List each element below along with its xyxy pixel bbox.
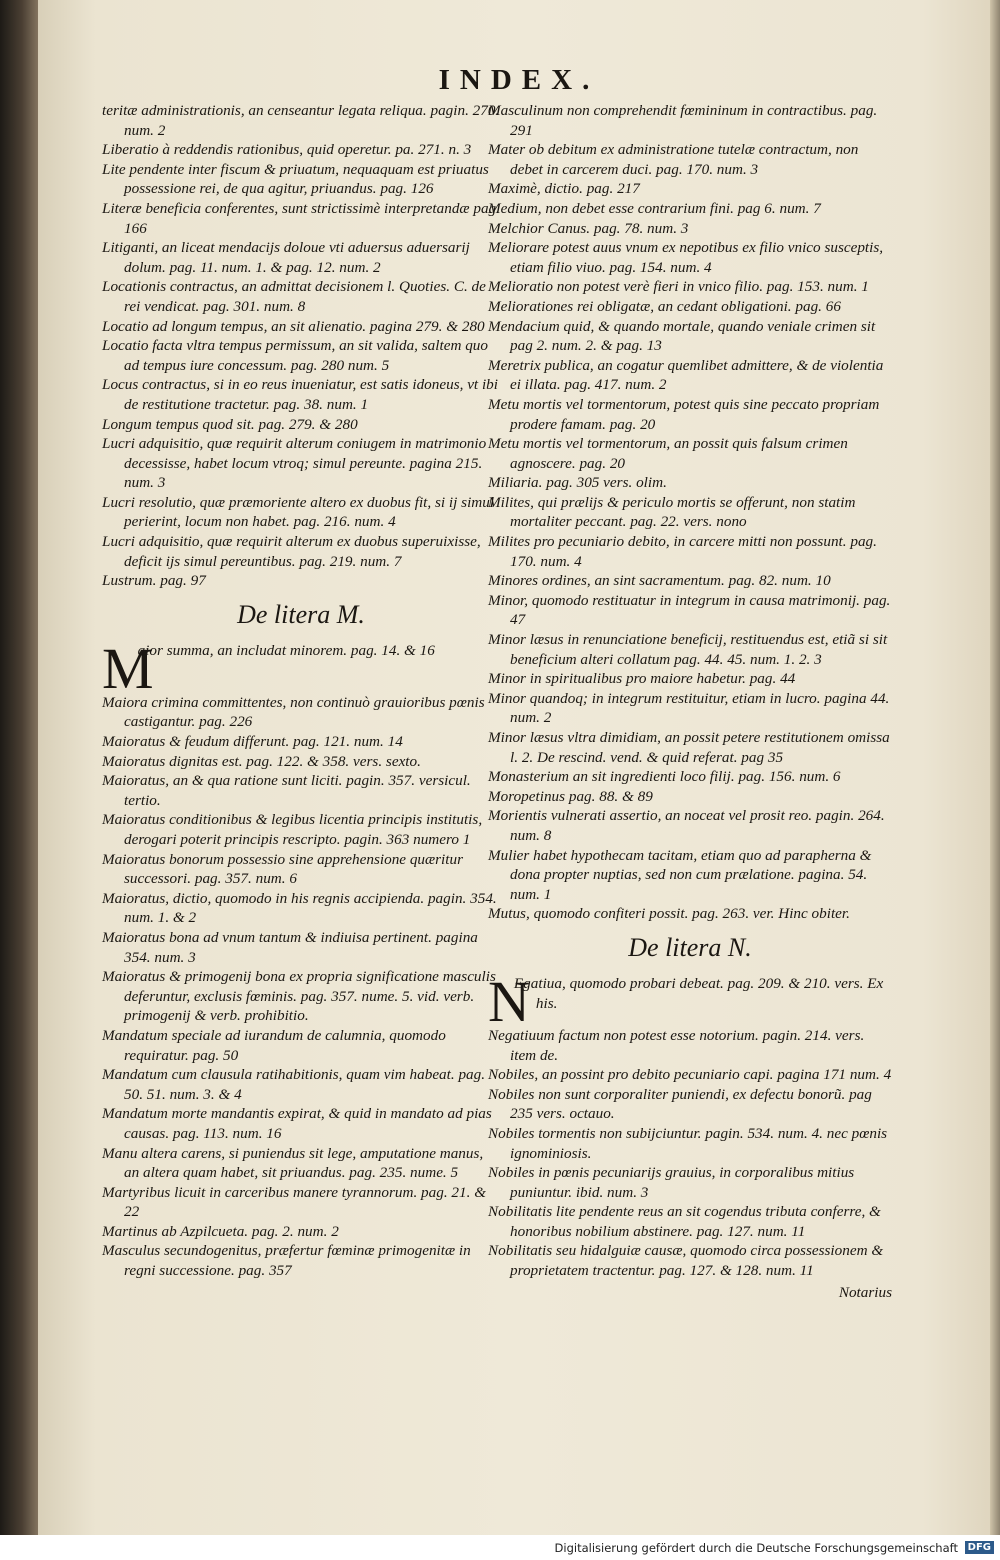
index-entry: Maioratus dignitas est. pag. 122. & 358. vers. sexto. [102,752,421,770]
index-entry: Mendacium quid, & quando mortale, quando veniale crimen sit pag 2. num. 2. & pag. 13 [488,317,876,355]
index-entry: Lucri adquisitio, quæ requirit alterum coniugem in matrimonio decessisse, habet locum vtroq; simul pereunte. pagina 215. num. 3 [102,435,487,492]
book-binding [0,0,40,1560]
index-entry: Morientis vulnerati assertio, an noceat vel prosit reo. pagin. 264. num. 8 [488,807,885,844]
index-entry: Nobiles tormentis non subijciuntur. pagin. 534. num. 4. nec pœnis ignominiosis. [488,1124,888,1162]
index-entry: Maioratus bona ad vnum tantum & indiuisa pertinent. pagina 354. num. 3 [102,928,478,966]
index-entry: Moropetinus pag. 88. & 89 [488,787,653,805]
drop-cap-m: M [102,635,154,701]
entry-text: aior summa, an includat minorem. pag. 14. & 16 [137,641,435,659]
index-entry: Mandatum morte mandantis expirat, & quid in mandato ad pias causas. pag. 113. num. 16 [102,1105,492,1142]
index-entry: Minor quandoq; in integrum restituitur, etiam in lucro. pagina 44. num. 2 [488,689,890,727]
index-entry: Literæ beneficia conferentes, sunt strictissimè interpretandæ pag. 166 [102,199,500,237]
index-entry: teritæ administrationis, an censeantur legata reliqua. pagin. 270. num. 2 [102,102,500,139]
footer-text: Digitalisierung gefördert durch die Deutsche Forschungsgemeinschaft [554,1541,958,1555]
index-entry: Meretrix publica, an cogatur quemlibet admittere, & de violentia ei illata. pag. 417. num. 2 [488,356,884,394]
index-entry: Mandatum cum clausula ratihabitionis, quam vim habeat. pag. 50. 51. num. 3. & 4 [102,1066,486,1103]
index-entry: Masculus secundogenitus, præfertur fœminæ primogenitæ in regni successione. pag. 357 [102,1242,471,1280]
index-entry: Minor in spiritualibus pro maiore habetur. pag. 44 [488,670,796,688]
index-entry-first-m [102,635,500,701]
section-heading-m: De litera M. [237,599,365,629]
index-entry: Negatiuum factum non potest esse notorium. pagin. 214. vers. item de. [488,1026,865,1064]
index-entry: Milites pro pecuniario debito, in carcere mitti non possunt. pag. 170. num. 4 [488,533,877,570]
right-entries-n [488,1026,892,1281]
index-entry: Masculinum non comprehendit fœmininum in contractibus. pag. 291 [488,102,878,139]
index-entry: Melchior Canus. pag. 78. num. 3 [488,219,689,237]
index-entry: Metu mortis vel tormentorum, potest quis sine peccato propriam prodere famam. pag. 20 [488,395,880,433]
index-entry: Maioratus & primogenij bona ex propria significatione masculis deferuntur, exclusis fœminis. pag. 357. nume. 5. vid. verb. primogenij & verb. prohibitio. [102,968,496,1025]
index-entry: Maioratus bonorum possessio sine apprehensione quæritur successori. pag. 357. num. 6 [102,850,463,888]
page-edge [990,0,1000,1535]
index-entry: Minor læsus vltra dimidiam, an possit petere restitutionem omissa l. 2. De rescind. vend. & quid referat. pag 35 [488,729,890,766]
index-entry: Nobiles non sunt corporaliter puniendi, ex defectu bonorũ. pag 235 vers. octauo. [488,1085,872,1123]
index-entry: Litiganti, an liceat mendacijs doloue vti aduersus aduersarij dolum. pag. 11. num. 1. & pag. 12. num. 2 [102,239,470,276]
index-entry: Metu mortis vel tormentorum, an possit quis falsum crimen agnoscere. pag. 20 [488,435,848,472]
index-entry: Nobiles in pœnis pecuniarijs grauius, in corporalibus mitius puniuntur. ibid. num. 3 [488,1164,855,1201]
catchword: Notarius [838,1283,892,1301]
index-entry: Meliorationes rei obligatæ, an cedant obligationi. pag. 66 [488,297,841,315]
index-entry: Minor, quomodo restituatur in integrum in causa matrimonij. pag. 47 [488,591,891,629]
section-heading-n: De litera N. [628,932,752,962]
index-entry: Martyribus licuit in carceribus manere tyrannorum. pag. 21. & 22 [102,1183,487,1221]
index-entry: Miliaria. pag. 305 vers. olim. [488,474,667,492]
index-entry: Minor læsus in renunciatione beneficij, restituendus est, etiã si sit beneficium alteri collatum pag. 44. 45. num. 1. 2. 3 [488,631,888,668]
index-entry: Lucri resolutio, quæ præmoriente altero ex duobus fit, si ij simul perierint, locum non habet. pag. 216. num. 4 [102,493,495,531]
index-entry: Melioratio non potest verè fieri in vnico filio. pag. 153. num. 1 [488,278,869,296]
index-entry: Nobilitatis seu hidalguiæ causæ, quomodo circa possessionem & proprietatem tractentur. pag. 127. & 128. num. 11 [488,1242,884,1280]
left-column [102,101,500,1281]
right-column [488,101,892,1302]
index-entry: Nobilitatis lite pendente reus an sit cogendus tributa conferre, & honoribus nobilium abstinere. pag. 127. num. 11 [488,1203,881,1240]
index-entry: Medium, non debet esse contrarium fini. pag 6. num. 7 [488,199,821,217]
index-entry-first-n [488,968,892,1034]
index-entry: Mater ob debitum ex administratione tutelæ contractum, non debet in carcerem duci. pag. 170. num. 3 [488,141,859,178]
page-header: INDEX. [438,64,600,96]
index-entry: Maiora crimina committentes, non continuò grauioribus pœnis castigantur. pag. 226 [102,693,485,731]
index-entry: Maioratus conditionibus & legibus licentia principis institutis, derogari poterit principis rescripto. pagin. 363 numero 1 [102,811,483,848]
left-entries-l [102,101,500,591]
index-entry: Locationis contractus, an admittat decisionem l. Quoties. C. de rei vendicat. pag. 301. num. 8 [102,278,486,315]
index-entry: Lustrum. pag. 97 [102,572,206,590]
index-entry: Locus contractus, si in eo reus inueniatur, est satis idoneus, vt ibi de restitutione tractetur. pag. 38. num. 1 [102,376,498,413]
index-entry: Mulier habet hypothecam tacitam, etiam quo ad parapherna & dona propter nuptias, sed non cum prælatione. pagina. 54. num. 1 [488,846,872,903]
drop-cap-n: N [488,968,530,1034]
index-entry: Maioratus & feudum differunt. pag. 121. num. 14 [102,733,403,751]
index-entry: Locatio facta vltra tempus permissum, an sit valida, saltem quo ad tempus iure concessum. pag. 280 num. 5 [102,337,488,374]
index-entry: Mandatum speciale ad iurandum de calumnia, quomodo requiratur. pag. 50 [102,1026,446,1064]
index-entry: Minores ordines, an sint sacramentum. pag. 82. num. 10 [488,572,831,590]
index-entry: Martinus ab Azpilcueta. pag. 2. num. 2 [102,1222,339,1240]
index-entry: Manu altera carens, si puniendus sit lege, amputatione manus, an altera quam habet, sit priuandus. pag. 235. nume. 5 [102,1144,484,1182]
index-entry: Milites, qui prælijs & periculo mortis se offerunt, non statim mortaliter peccant. pag. 22. vers. nono [488,493,856,531]
index-entry: Lite pendente inter fiscum & priuatum, nequaquam est priuatus possessione rei, de qua agitur, priuandus. pag. 126 [102,160,489,198]
book-page [38,0,1000,1535]
index-entry: Meliorare potest auus vnum ex nepotibus ex filio vnico susceptis, etiam filio viuo. pag. 154. num. 4 [488,239,884,276]
index-entry: Maximè, dictio. pag. 217 [488,180,640,198]
index-entry: Longum tempus quod sit. pag. 279. & 280 [102,415,358,433]
index-entry: Maioratus, an & qua ratione sunt liciti. pagin. 357. versicul. tertio. [102,772,471,809]
index-entry: Maioratus, dictio, quomodo in his regnis accipienda. pagin. 354. num. 1. & 2 [102,889,497,927]
index-entry: Locatio ad longum tempus, an sit alienatio. pagina 279. & 280 [102,317,485,335]
footer-bar [0,1535,1000,1560]
index-entry: Lucri adquisitio, quæ requirit alterum ex duobus superuixisse, deficit ijs simul pereuntibus. pag. 219. num. 7 [102,533,481,570]
left-entries-m [102,693,500,1281]
dfg-logo: DFG [965,1541,994,1554]
index-entry: Liberatio à reddendis rationibus, quid operetur. pa. 271. n. 3 [102,141,472,159]
index-entry: Mutus, quomodo confiteri possit. pag. 263. ver. Hinc obiter. [488,905,850,923]
index-entry: Monasterium an sit ingredienti loco filij. pag. 156. num. 6 [488,768,841,786]
index-entry: Nobiles, an possint pro debito pecuniario capi. pagina 171 num. 4 [488,1066,892,1084]
right-entries-m [488,101,892,924]
entry-text: Egatiua, quomodo probari debeat. pag. 209. & 210. vers. Ex his. [513,974,884,1012]
